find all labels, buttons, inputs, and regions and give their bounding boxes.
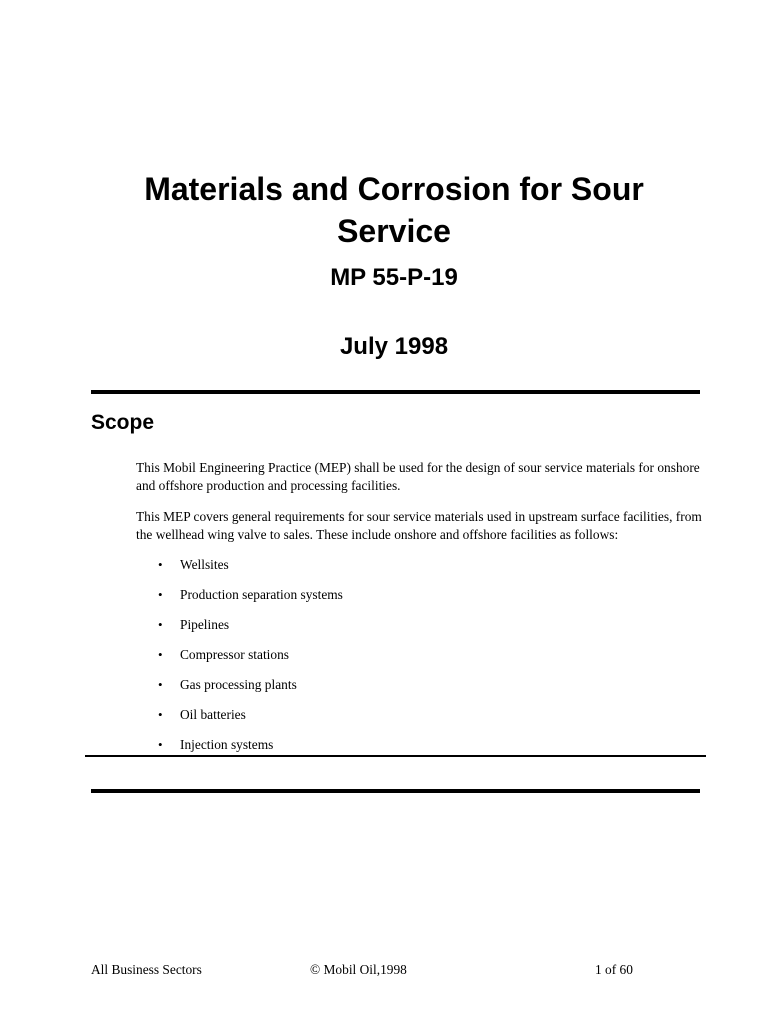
bullet-icon: •: [158, 737, 163, 752]
bullet-icon: •: [158, 617, 163, 632]
list-item-label: Production separation systems: [180, 587, 343, 602]
bottom-divider: [91, 789, 700, 793]
scope-paragraph-2: This MEP covers general requirements for sour service materials used in upstream surface facilities, from the wellhead wing valve to sales. These include onshore and offshore facilities as follows:: [136, 509, 702, 542]
document-number: MP 55-P-19: [330, 264, 458, 291]
bullet-icon: •: [158, 647, 163, 662]
scope-paragraph-1: This Mobil Engineering Practice (MEP) shall be used for the design of sour service materials for onshore and offshore production and processing facilities.: [136, 460, 700, 493]
footer-sector: All Business Sectors: [91, 962, 202, 977]
list-item-label: Wellsites: [180, 557, 229, 572]
list-item-label: Pipelines: [180, 617, 230, 632]
scope-heading: Scope: [91, 411, 155, 434]
list-item: [158, 676, 678, 706]
list-item: [158, 616, 678, 646]
facilities-list: [158, 556, 678, 766]
footer-page-number: 1 of 60: [595, 962, 633, 977]
bullet-icon: •: [158, 587, 163, 602]
document-title: Materials and Corrosion for Sour Service: [144, 171, 644, 249]
bullet-icon: •: [158, 707, 163, 722]
list-item-label: Injection systems: [180, 737, 274, 752]
list-item-label: Compressor stations: [180, 647, 289, 662]
list-item: [158, 556, 678, 586]
list-item-label: Oil batteries: [180, 707, 246, 722]
section-end-divider: [85, 755, 706, 757]
document-date: July 1998: [339, 333, 449, 360]
bullet-icon: •: [158, 557, 163, 572]
top-divider: [91, 390, 700, 394]
list-item: [158, 586, 678, 616]
list-item-label: Gas processing plants: [180, 677, 297, 692]
bullet-icon: •: [158, 677, 163, 692]
list-item: [158, 706, 678, 736]
footer-copyright: © Mobil Oil,1998: [310, 962, 407, 977]
list-item: [158, 646, 678, 676]
list-item: [158, 736, 678, 766]
